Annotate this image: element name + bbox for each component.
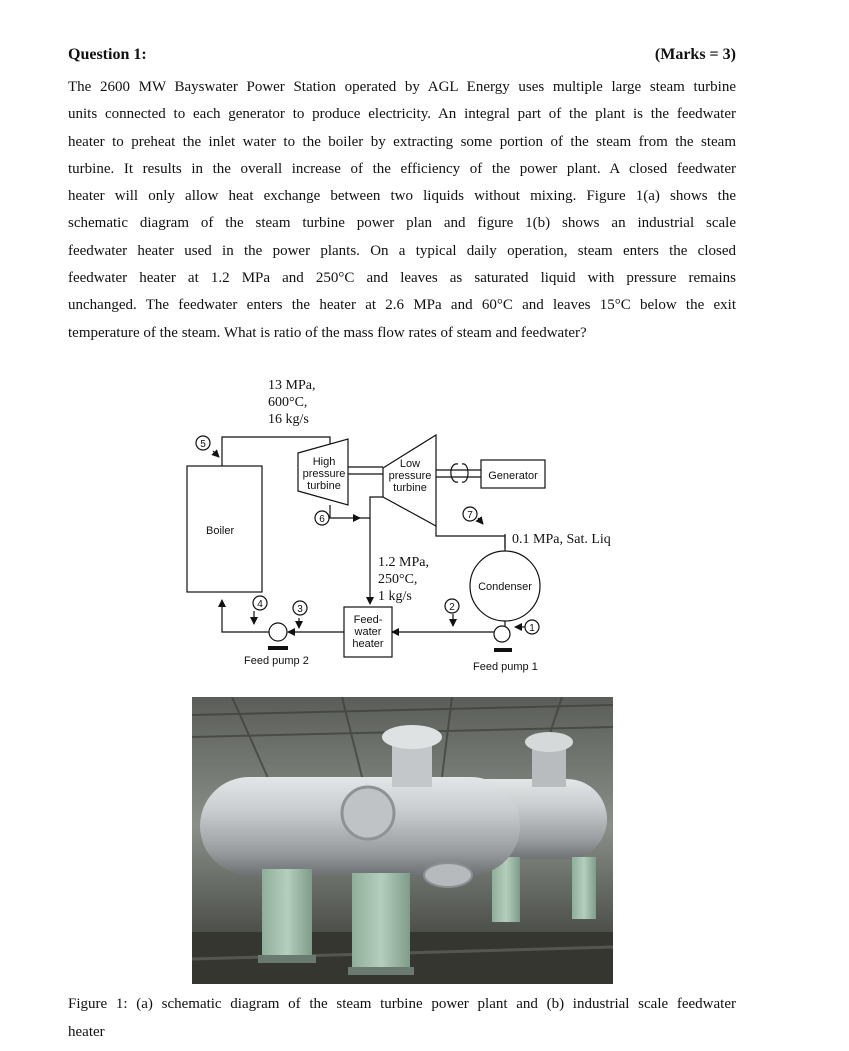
question-marks: (Marks = 3) [654, 46, 736, 63]
question-title: Question 1: [68, 46, 147, 63]
extraction-pressure: 1.2 MPa, [378, 555, 429, 570]
body-line: schematic diagram of the steam turbine power plan and figure 1(b) shows an industrial scale [68, 215, 736, 232]
hp-turbine-label-2: pressure [302, 468, 346, 480]
body-line: units connected to each generator to produce electricity. An integral part of the plant is the feedwater [68, 106, 736, 123]
body-line: feedwater heater used in the power plants. On a typical daily operation, steam enters the closed [68, 242, 736, 259]
boiler-label: Boiler [206, 525, 235, 537]
body-line: heater to preheat the inlet water to the boiler by extracting some portion of the steam from the steam [68, 133, 736, 150]
condenser-exit-state: 0.1 MPa, Sat. Liq [512, 532, 611, 547]
body-line: feedwater heater at 1.2 MPa and 250°C and leaves as saturated liquid with pressure remains [68, 270, 736, 287]
rotation-arrow [451, 464, 458, 482]
condenser-label: Condenser [478, 581, 532, 593]
generator-label: Generator [488, 470, 538, 482]
body-line: The 2600 MW Bayswater Power Station operated by AGL Energy uses multiple large steam turbine [68, 79, 736, 95]
feed-pump-2-label: Feed pump 2 [244, 655, 309, 667]
lp-turbine-label-1: Low [399, 458, 421, 470]
state-3-label: 3 [297, 604, 303, 615]
question-body [68, 74, 736, 347]
hp-turbine-label-1: High [312, 456, 336, 468]
lp-turbine-label-2: pressure [388, 470, 432, 482]
extraction-flow: 1 kg/s [378, 589, 412, 604]
question-heading [68, 46, 736, 68]
state-4-label: 4 [257, 599, 263, 610]
feed-pump-1-shape [494, 626, 510, 642]
hp-turbine-label-3: turbine [307, 480, 341, 492]
caption-line-2: heater [68, 1024, 105, 1040]
lp-turbine-label-3: turbine [393, 482, 427, 494]
state-6-label: 6 [319, 514, 325, 525]
body-line: heater will only allow heat exchange between two liquids without mixing. Figure 1(a) shows the [68, 188, 736, 205]
feedwater-heater-photo [192, 697, 613, 984]
feed-pump-2-shape [269, 623, 287, 641]
state-2-label: 2 [449, 602, 455, 613]
inlet-flow: 16 kg/s [268, 412, 309, 427]
fwh-label-2: water [354, 626, 382, 638]
feed-pump-1-label: Feed pump 1 [473, 661, 538, 673]
figure-caption [68, 990, 736, 1046]
body-line: unchanged. The feedwater enters the heater at 2.6 MPa and 60°C and leaves 15°C below the exit [68, 297, 736, 314]
caption-line-1: Figure 1: (a) schematic diagram of the steam turbine power plant and (b) industrial scale feedwater [68, 996, 736, 1012]
fwh-label-1: Feed- [353, 614, 383, 626]
inlet-temperature: 600°C, [268, 395, 308, 410]
state-5-label: 5 [200, 439, 206, 450]
extraction-temperature: 250°C, [378, 572, 418, 587]
inlet-pressure: 13 MPa, [268, 378, 316, 393]
fwh-label-3: heater [352, 638, 384, 650]
lp-exhaust-line [436, 526, 505, 552]
state-7-label: 7 [467, 510, 473, 521]
power-plant-schematic [0, 360, 849, 680]
body-line: temperature of the steam. What is ratio of the mass flow rates of steam and feedwater? [68, 324, 587, 341]
body-line: turbine. It results in the overall increase of the efficiency of the power plant. A closed feedwater [68, 160, 736, 177]
state-1-label: 1 [529, 623, 535, 634]
